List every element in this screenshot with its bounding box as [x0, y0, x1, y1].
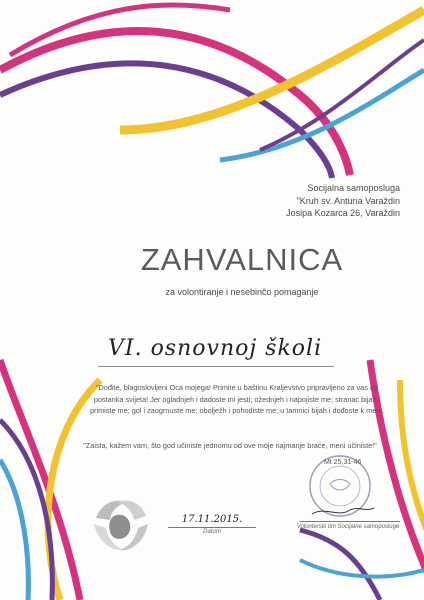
organization-name: Socijalna samoposluga — [307, 183, 400, 193]
signature-underline — [300, 521, 400, 522]
quote-reference: Mt 25,31-46 — [324, 459, 362, 466]
organization-subname: "Kruh sv. Antuna Varaždin — [296, 195, 400, 206]
certificate-subtitle: za volontiranje i nesebinčo pomaganje — [165, 287, 319, 297]
signature-caption: Volonterski tim Socijalne samoposluge — [296, 524, 400, 530]
organization-address — [286, 182, 400, 220]
date-caption: Datum — [203, 529, 221, 535]
quote-line: "Dođite, blagoslovljeni Oca mojega! Primite u baštinu Kraljevstvo pripravljeno za vas od — [95, 383, 379, 392]
certificate-title: ZAHVALNICA — [140, 242, 344, 277]
organization-street: Josipa Kozarca 26, Varaždin — [286, 208, 400, 218]
quote-line: primiste me; gol i zaogrnuste me; obolježh i pohodiste me; u tamnici bijah i dođoste k meni. — [89, 406, 385, 415]
quote-line: postanka svijeta! Jer ogladnjeh i dadoste mi jesti; ožednjeh i napojiste me; stranac bijah i — [93, 394, 381, 404]
date-value: 17.11.2015. — [181, 514, 243, 525]
wave-pink-top — [0, 31, 350, 175]
quote-line: "Zaista, kažem vam, što god učiniste jednomu od ove moje najmanje braće, meni učiniste!" — [83, 441, 377, 450]
bible-quote — [82, 382, 392, 417]
recipient-name: VI. osnovnoj školi — [108, 336, 323, 361]
recipient-underline — [98, 366, 334, 367]
date-underline — [168, 527, 256, 528]
wave-blue-bottom — [0, 460, 28, 600]
official-stamp-icon — [290, 448, 390, 528]
hands-logo-icon — [86, 488, 156, 558]
